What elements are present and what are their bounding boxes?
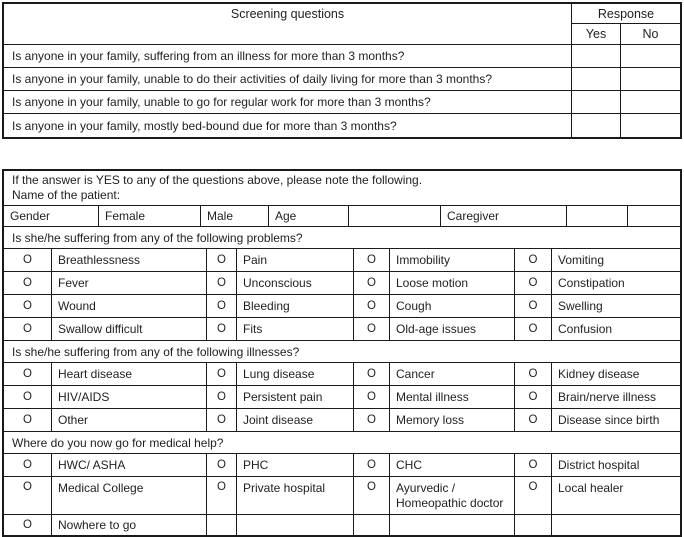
option-label: Immobility — [390, 249, 515, 271]
radio-circle-icon[interactable]: O — [515, 409, 552, 431]
empty-marker-cell — [354, 515, 390, 535]
radio-circle-icon[interactable]: O — [4, 249, 52, 271]
empty-option-cell — [552, 515, 680, 535]
radio-circle-icon[interactable]: O — [4, 454, 52, 476]
radio-circle-icon[interactable]: O — [4, 318, 52, 340]
radio-circle-icon[interactable]: O — [4, 515, 52, 535]
radio-circle-icon[interactable]: O — [4, 363, 52, 385]
option-label: HIV/AIDS — [52, 386, 207, 408]
response-column-group — [572, 4, 680, 44]
radio-circle-icon[interactable]: O — [354, 249, 390, 271]
yes-response-cell[interactable] — [572, 114, 621, 137]
option-label: Constipation — [558, 276, 625, 290]
radio-circle-icon[interactable]: O — [354, 295, 390, 317]
radio-circle-icon[interactable]: O — [515, 363, 552, 385]
option-row — [4, 295, 680, 318]
radio-circle-icon[interactable]: O — [515, 454, 552, 476]
radio-circle-icon[interactable]: O — [354, 477, 390, 514]
option-label: CHC — [390, 454, 515, 476]
option-row — [4, 363, 680, 386]
option-label: Brain/nerve illness — [558, 390, 657, 404]
radio-circle-icon[interactable]: O — [515, 386, 552, 408]
option-label: Swelling — [558, 299, 603, 313]
empty-marker-cell — [207, 515, 237, 535]
response-header: Response — [572, 4, 680, 24]
gender-label-cell: Gender — [4, 206, 99, 226]
option-label: Breathlessness — [52, 249, 207, 271]
radio-circle-icon[interactable]: O — [515, 477, 552, 514]
screening-question-row — [4, 45, 680, 68]
section-header-row — [4, 432, 680, 454]
screening-question-row — [4, 68, 680, 91]
radio-circle-icon[interactable]: O — [4, 477, 52, 514]
screening-table — [2, 2, 682, 139]
option-row — [4, 318, 680, 341]
radio-circle-icon[interactable]: O — [354, 386, 390, 408]
option-label: Memory loss — [390, 409, 515, 431]
intro-row — [4, 171, 680, 206]
screening-questions-header: Screening questions — [4, 4, 572, 44]
option-label: Vomiting — [558, 253, 605, 267]
gender-row — [4, 206, 680, 227]
option-label: Nowhere to go — [52, 515, 207, 535]
radio-circle-icon[interactable]: O — [207, 363, 237, 385]
screening-question-text: Is anyone in your family, mostly bed-bound due for more than 3 months? — [4, 114, 572, 137]
option-label: Disease since birth — [558, 413, 660, 427]
radio-circle-icon[interactable]: O — [4, 386, 52, 408]
option-label: Pain — [237, 249, 354, 271]
details-table — [2, 169, 682, 537]
option-row — [4, 386, 680, 409]
radio-circle-icon[interactable]: O — [207, 249, 237, 271]
radio-circle-icon[interactable]: O — [4, 272, 52, 294]
option-row — [4, 272, 680, 295]
radio-circle-icon[interactable]: O — [354, 409, 390, 431]
option-label: Bleeding — [237, 295, 354, 317]
empty-option-cell — [390, 515, 515, 535]
radio-circle-icon[interactable]: O — [354, 318, 390, 340]
section-title: Where do you now go for medical help? — [12, 435, 224, 450]
male-option-cell: Male — [201, 206, 269, 226]
option-label: Ayurvedic / Homeopathic doctor — [390, 477, 515, 514]
radio-circle-icon[interactable]: O — [207, 454, 237, 476]
section-header-row — [4, 341, 680, 363]
option-label: Old-age issues — [390, 318, 515, 340]
option-row — [4, 249, 680, 272]
option-label: Cancer — [390, 363, 515, 385]
female-option-cell: Female — [99, 206, 201, 226]
option-row — [4, 477, 680, 515]
option-label: Local healer — [558, 481, 624, 495]
radio-circle-icon[interactable]: O — [515, 318, 552, 340]
option-label: PHC — [237, 454, 354, 476]
screening-question-text: Is anyone in your family, unable to go for regular work for more than 3 months? — [4, 91, 572, 113]
intro-line-1: If the answer is YES to any of the questions above, please note the following. — [12, 173, 423, 187]
section-header-row — [4, 227, 680, 249]
no-response-cell[interactable] — [621, 91, 680, 113]
option-label: Private hospital — [237, 477, 354, 514]
radio-circle-icon[interactable]: O — [207, 272, 237, 294]
radio-circle-icon[interactable]: O — [4, 295, 52, 317]
option-row — [4, 454, 680, 477]
yes-response-cell[interactable] — [572, 91, 621, 113]
option-label: Persistent pain — [237, 386, 354, 408]
age-value-cell[interactable] — [349, 206, 441, 226]
no-response-cell[interactable] — [621, 68, 680, 90]
option-label: Wound — [52, 295, 207, 317]
option-label: Lung disease — [237, 363, 354, 385]
option-row — [4, 409, 680, 432]
screening-question-row — [4, 91, 680, 114]
radio-circle-icon[interactable]: O — [515, 249, 552, 271]
option-label: Mental illness — [390, 386, 515, 408]
yes-column-header: Yes — [572, 24, 621, 44]
section-title: Is she/he suffering from any of the following problems? — [12, 230, 303, 245]
screening-question-row — [4, 114, 680, 137]
age-label-cell: Age — [269, 206, 349, 226]
radio-circle-icon[interactable]: O — [354, 454, 390, 476]
radio-circle-icon[interactable]: O — [515, 295, 552, 317]
intro-line-2: Name of the patient: — [12, 188, 121, 202]
no-response-cell[interactable] — [621, 45, 680, 67]
radio-circle-icon[interactable]: O — [515, 272, 552, 294]
option-row — [4, 515, 680, 535]
empty-marker-cell — [515, 515, 552, 535]
option-label: HWC/ ASHA — [52, 454, 207, 476]
option-label: Other — [52, 409, 207, 431]
option-label: Fever — [52, 272, 207, 294]
radio-circle-icon[interactable]: O — [207, 386, 237, 408]
option-label: Medical College — [52, 477, 207, 514]
option-label: Kidney disease — [558, 367, 640, 381]
yes-no-header-row — [572, 24, 680, 44]
option-label: Heart disease — [52, 363, 207, 385]
no-column-header: No — [642, 27, 659, 41]
radio-circle-icon[interactable]: O — [354, 363, 390, 385]
caregiver-label-cell: Caregiver — [441, 206, 567, 226]
option-label: Confusion — [558, 322, 613, 336]
screening-header-row — [4, 4, 680, 45]
empty-option-cell — [237, 515, 354, 535]
no-response-cell[interactable] — [621, 114, 680, 137]
yes-response-cell[interactable] — [572, 45, 621, 67]
radio-circle-icon[interactable]: O — [4, 409, 52, 431]
option-label: Unconscious — [237, 272, 354, 294]
option-label: District hospital — [558, 458, 640, 472]
screening-question-text: Is anyone in your family, suffering from an illness for more than 3 months? — [4, 45, 572, 67]
caregiver-value-cell-2[interactable] — [628, 206, 680, 226]
yes-response-cell[interactable] — [572, 68, 621, 90]
option-label: Loose motion — [390, 272, 515, 294]
radio-circle-icon[interactable]: O — [207, 295, 237, 317]
radio-circle-icon[interactable]: O — [207, 409, 237, 431]
caregiver-value-cell[interactable] — [567, 206, 628, 226]
radio-circle-icon[interactable]: O — [207, 477, 237, 514]
section-title: Is she/he suffering from any of the following illnesses? — [12, 344, 300, 359]
radio-circle-icon[interactable]: O — [207, 318, 237, 340]
intro-text-cell — [4, 171, 680, 205]
screening-question-text: Is anyone in your family, unable to do their activities of daily living for more than 3 months? — [4, 68, 572, 90]
option-label: Swallow difficult — [52, 318, 207, 340]
option-label: Cough — [390, 295, 515, 317]
option-label: Joint disease — [237, 409, 354, 431]
option-label: Fits — [237, 318, 354, 340]
radio-circle-icon[interactable]: O — [354, 272, 390, 294]
